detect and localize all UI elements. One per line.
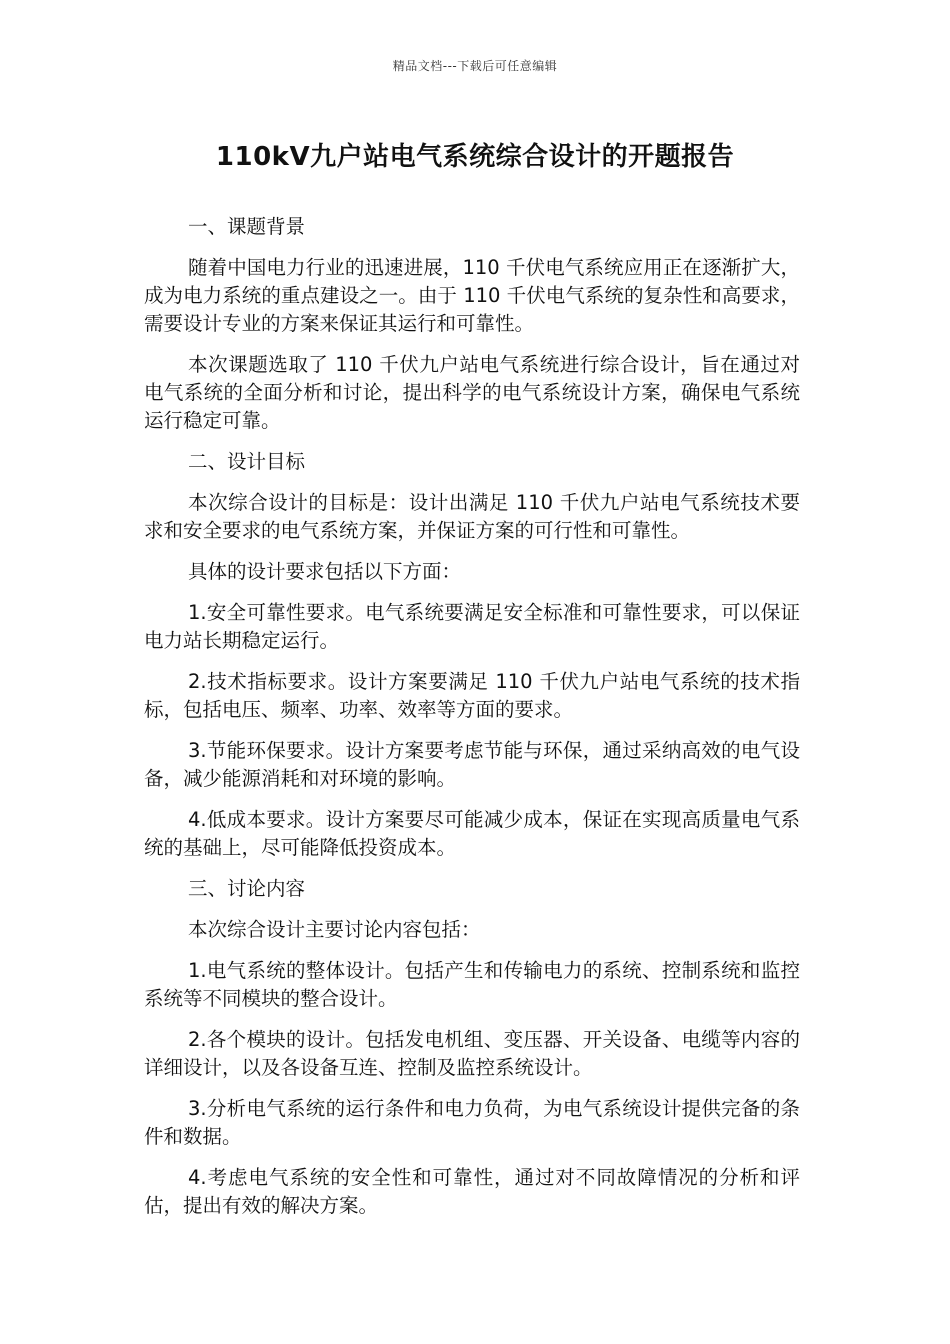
paragraph: 随着中国电力行业的迅速进展，110 千伏电气系统应用正在逐渐扩大，成为电力系统的重点建设之一。由于 110 千伏电气系统的复杂性和高要求，需要设计专业的方案来保证其运行和可靠性。 [144, 256, 800, 335]
list-item: 1.安全可靠性要求。电气系统要满足安全标准和可靠性要求，可以保证电力站长期稳定运行。 [144, 601, 800, 652]
list-item: 4.低成本要求。设计方案要尽可能减少成本，保证在实现高质量电气系统的基础上，尽可能降低投资成本。 [144, 808, 800, 859]
list-item: 3.节能环保要求。设计方案要考虑节能与环保，通过采纳高效的电气设备，减少能源消耗和对环境的影响。 [144, 739, 800, 790]
list-item: 3.分析电气系统的运行条件和电力负荷，为电气系统设计提供完备的条件和数据。 [144, 1097, 800, 1148]
document-body [144, 213, 800, 1233]
list-item: 1.电气系统的整体设计。包括产生和传输电力的系统、控制系统和监控系统等不同模块的整合设计。 [144, 959, 800, 1010]
paragraph: 本次综合设计的目标是：设计出满足 110 千伏九户站电气系统技术要求和安全要求的电气系统方案，并保证方案的可行性和可靠性。 [144, 491, 800, 542]
page-header: 精品文档---下载后可任意编辑 [392, 59, 558, 73]
section-heading: 一、课题背景 [188, 215, 306, 238]
paragraph: 本次课题选取了 110 千伏九户站电气系统进行综合设计，旨在通过对电气系统的全面分析和讨论，提出科学的电气系统设计方案，确保电气系统运行稳定可靠。 [144, 353, 800, 432]
list-item: 2.各个模块的设计。包括发电机组、变压器、开关设备、电缆等内容的详细设计，以及各设备互连、控制及监控系统设计。 [144, 1028, 800, 1079]
paragraph: 具体的设计要求包括以下方面： [188, 560, 462, 583]
document-title: 110kV九户站电气系统综合设计的开题报告 [215, 142, 735, 172]
list-item: 4.考虑电气系统的安全性和可靠性，通过对不同故障情况的分析和评估，提出有效的解决方案。 [144, 1166, 800, 1217]
section-heading: 二、设计目标 [188, 450, 306, 473]
list-item: 2.技术指标要求。设计方案要满足 110 千伏九户站电气系统的技术指标，包括电压、频率、功率、效率等方面的要求。 [144, 670, 800, 721]
section-heading: 三、讨论内容 [188, 877, 306, 900]
paragraph: 本次综合设计主要讨论内容包括： [188, 918, 481, 941]
